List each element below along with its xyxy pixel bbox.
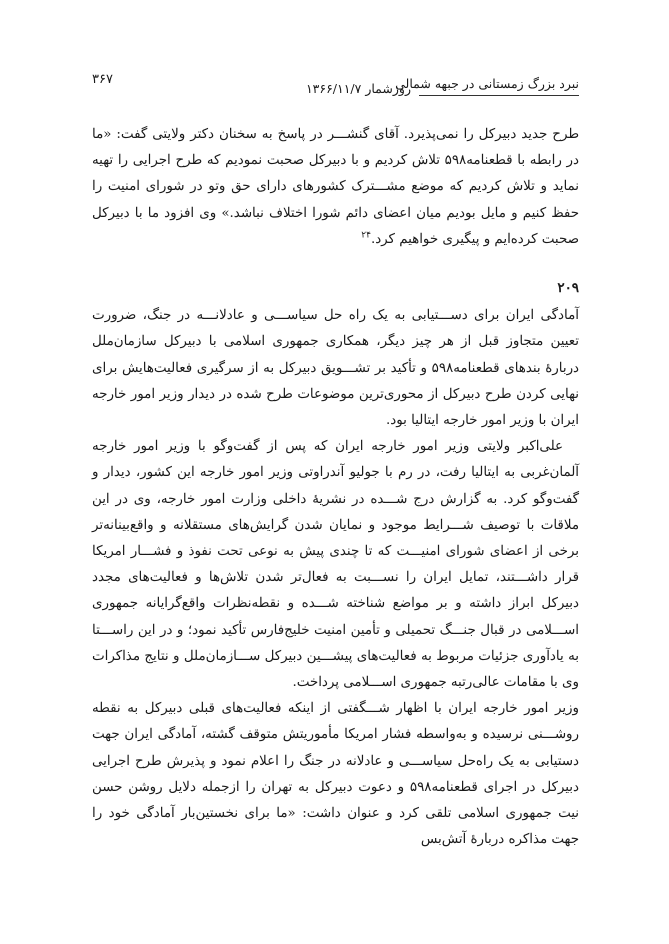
header-rule xyxy=(419,95,579,96)
section-paragraph: وزیر امور خارجه ایران با اظهار شـــگفتی از اینکه فعالیت‌های قبلی دبیرکل به نقطه روشـــنی نرسیده و به‌واسطه فشار امریکا مأموریتش متوقف گشته، آمادگی ایران جهت دستیابی به یک راه‌حل سیاســـی و عادلانه در جنگ را اعلام نمود و پذیرش طرح اجرایی دبیرکل در اجرای قطعنامه۵۹۸ و دعوت دبیرکل به تهران را ازجمله دلایل روشن حسن نیت جمهوری اسلامی تلقی کرد و عنوان داشت: «ما برای نخستین‌بار آمادگی خود را جهت مذاکره دربارۀ آتش‌بس xyxy=(92,701,579,848)
footnote-ref: ۲۴ xyxy=(361,230,371,241)
intro-text: طرح جدید دبیرکل را نمی‌پذیرد. آقای گنشـــر در پاسخ به سخنان دکتر ولایتی گفت: «ما در رابطه با قطعنامه۵۹۸ تلاش کردیم و با دبیرکل صحبت نمودیم که طرح اجرایی را تهیه نماید و تلاش کردیم که موضع مشـــترک کشورهای دارای حق وتو در شورای امنیت را حفظ کنیم و مایل بودیم میان اعضای دائم شورا اختلاف نباشد.» وی افزود ما با دبیرکل صحبت کرده‌ایم و پیگیری خواهیم کرد. xyxy=(92,127,579,247)
running-header xyxy=(92,70,579,96)
section-paragraph: آمادگی ایران برای دســـتیابی به یک راه حل سیاســـی و عادلانـــه در جنگ، ضرورت تعیین متجاوز قبل از هر چیز دیگر، همکاری جمهوری اسلامی با دبیرکل سازمان‌ملل دربارۀ بندهای قطعنامه۵۹۸ و تأکید بر تشـــویق دبیرکل به از سرگیری فعالیت‌هایش برای نهایی کردن طرح دبیرکل از محوری‌ترین موضوعات طرح شده در دیدار وزیر امور خارجه ایران با وزیر امور خارجه ایتالیا بود. xyxy=(92,308,580,429)
page-number: ۳۶۷ xyxy=(92,72,113,87)
section-number: ۲۰۹ xyxy=(557,280,579,297)
diary-date: روزشمار ۱۳۶۶/۱۱/۷ xyxy=(305,81,411,96)
book-title: نبرد بزرگ زمستانی در جبهه شمالی xyxy=(395,76,579,91)
page-body xyxy=(92,122,579,853)
intro-paragraph xyxy=(92,122,579,253)
section-paragraph: علی‌اکبر ولایتی وزیر امور خارجه ایران که پس از گفت‌وگو با وزیر امور خارجه آلمان‌غربی به ایتالیا رفت، در رم با جولیو آندراوتی وزیر امور خارجه این کشور، دیدار و گفت‌وگو کرد. به گزارش درج شـــده در نشریۀ داخلی وزارت امور خارجه، وی در این ملاقات با توصیف شـــرایط موجود و نمایان شدن گرایش‌های مستقلانه و واقع‌بینانه‌تر برخی از اعضای شورای امنیـــت که تا چندی پیش به نوعی تحت نفوذ و فشـــار امریکا قرار داشـــتند، تمایل ایران را نســـبت به فعال‌تر شدن تلاش‌ها و فعالیت‌های مجدد دبیرکل ابراز داشته و بر مواضع شناخته شـــده و نقطه‌نظرات واقع‌گرایانه جمهوری اســـلامی در قبال جنـــگ تحمیلی و تأمین امنیت خلیج‌فارس تأکید نمود؛ و در این راســـتا به یادآوری جزئیات مربوط به فعالیت‌های پیشـــین دبیرکل ســـازمان‌ملل و نتایج مذاکرات وی با مقامات عالی‌رتبه جمهوری اســـلامی پرداخت. xyxy=(92,439,580,691)
